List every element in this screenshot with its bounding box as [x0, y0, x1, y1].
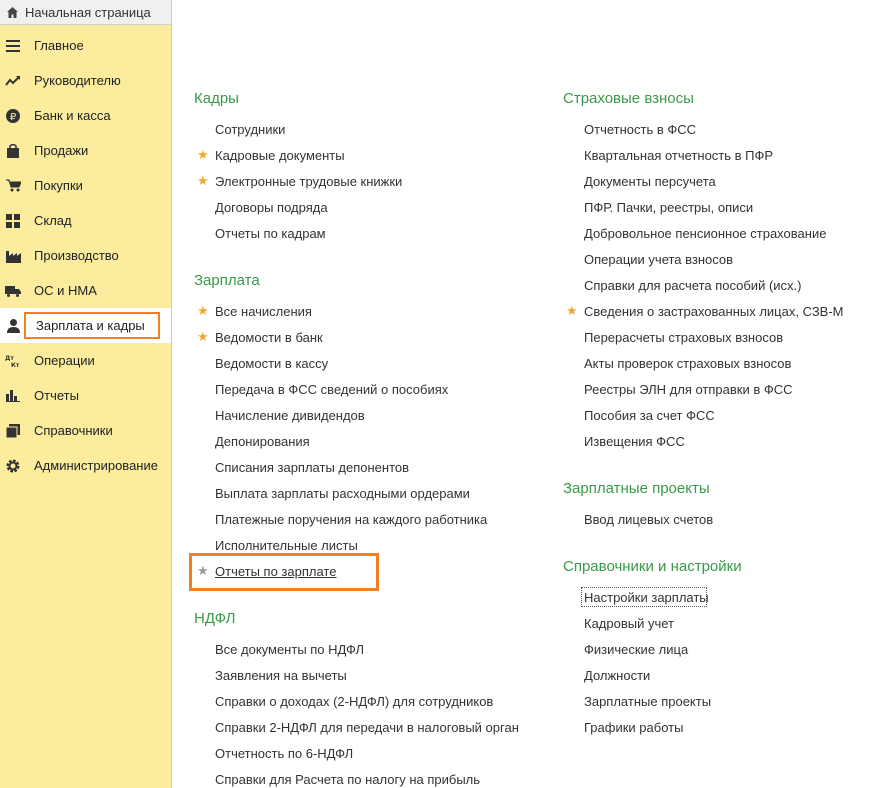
- link-spravki-nalog-pribyl[interactable]: Справки для Расчета по налогу на прибыль: [215, 772, 481, 787]
- link-dokumenty-persucheta[interactable]: Документы персучета: [584, 174, 716, 189]
- sidebar-item-spravochniki[interactable]: [0, 413, 171, 448]
- link-spisaniya-zarplaty[interactable]: Списания зарплаты депонентов: [215, 460, 410, 475]
- sidebar-item-zarplata-kadry[interactable]: [0, 308, 171, 343]
- link-platezhnye-porucheniya[interactable]: Платежные поручения на каждого работника: [215, 512, 488, 527]
- link-spravki-2ndfl-sotrudnikov[interactable]: Справки о доходах (2-НДФЛ) для сотрудников: [215, 694, 494, 709]
- link-vvod-litsevykh-schetov[interactable]: Ввод лицевых счетов: [584, 512, 714, 527]
- link-pereraschety[interactable]: Перерасчеты страховых взносов: [584, 330, 784, 345]
- sidebar-item-bank[interactable]: [0, 98, 171, 133]
- sidebar-item-rukovoditelyu[interactable]: [0, 63, 171, 98]
- sidebar-item-proizvodstvo[interactable]: [0, 238, 171, 273]
- sidebar-item-label: Администрирование: [34, 458, 158, 473]
- link-reestry-eln[interactable]: Реестры ЭЛН для отправки в ФСС: [584, 382, 793, 397]
- link-zarplatnye-proekty[interactable]: Зарплатные проекты: [584, 694, 712, 709]
- sidebar-item-label: Зарплата и кадры: [24, 312, 160, 339]
- sidebar-item-glavnoe[interactable]: [0, 28, 171, 63]
- link-elektronnye-trudovye[interactable]: Электронные трудовые книжки: [215, 174, 403, 189]
- link-dobrovolnoe-strakhovanie[interactable]: Добровольное пенсионное страхование: [584, 226, 827, 241]
- sidebar-item-label: Продажи: [34, 143, 89, 158]
- link-izvescheniya-fss[interactable]: Извещения ФСС: [584, 434, 685, 449]
- link-vedomosti-v-bank[interactable]: Ведомости в банк: [215, 330, 323, 345]
- factory-icon: [5, 248, 21, 264]
- sidebar-item-label: Главное: [34, 38, 84, 53]
- section-title-zarplata: Зарплата: [194, 272, 260, 289]
- debit-credit-icon: [5, 353, 21, 369]
- star-icon[interactable]: ★: [197, 329, 209, 344]
- sidebar-item-sklad[interactable]: [0, 203, 171, 238]
- sidebar-item-otchety[interactable]: [0, 378, 171, 413]
- section-title-proekty: Зарплатные проекты: [563, 480, 710, 497]
- star-icon[interactable]: ★: [197, 147, 209, 162]
- sidebar-item-operatsii[interactable]: [0, 343, 171, 378]
- section-title-strakhovye: Страховые взносы: [563, 90, 694, 107]
- link-posobiya-fss[interactable]: Пособия за счет ФСС: [584, 408, 715, 423]
- link-sotrudniki[interactable]: Сотрудники: [215, 122, 286, 137]
- link-zayavleniya-na-vychety[interactable]: Заявления на вычеты: [215, 668, 347, 683]
- link-kadrovye-dokumenty[interactable]: Кадровые документы: [215, 148, 345, 163]
- link-vedomosti-v-kassu[interactable]: Ведомости в кассу: [215, 356, 329, 371]
- link-nastroyki-zarplaty[interactable]: Настройки зарплаты: [584, 590, 709, 605]
- star-icon[interactable]: ★: [197, 563, 209, 578]
- link-kadrovy-uchet[interactable]: Кадровый учет: [584, 616, 674, 631]
- link-nachislenie-dividendov[interactable]: Начисление дивидендов: [215, 408, 365, 423]
- home-icon: [5, 5, 19, 19]
- menu-lines-icon: [5, 38, 21, 54]
- sidebar-item-prodazhi[interactable]: [0, 133, 171, 168]
- books-icon: [5, 423, 21, 439]
- link-operatsii-ucheta[interactable]: Операции учета взносов: [584, 252, 734, 267]
- link-akty-proverok[interactable]: Акты проверок страховых взносов: [584, 356, 792, 371]
- sidebar-item-label: Операции: [34, 353, 95, 368]
- sidebar-item-label: Руководителю: [34, 73, 121, 88]
- section-title-kadry: Кадры: [194, 90, 239, 107]
- warehouse-grid-icon: [5, 213, 21, 229]
- link-kvartalnaya-pfr[interactable]: Квартальная отчетность в ПФР: [584, 148, 774, 163]
- sidebar-item-administrirovanie[interactable]: [0, 448, 171, 483]
- bar-chart-icon: [5, 388, 21, 404]
- link-pfr-pachki[interactable]: ПФР. Пачки, реестры, описи: [584, 200, 754, 215]
- link-svedeniya-szv-m[interactable]: Сведения о застрахованных лицах, СЗВ-М: [584, 304, 844, 319]
- sidebar: [0, 0, 172, 788]
- link-vse-dokumenty-ndfl[interactable]: Все документы по НДФЛ: [215, 642, 365, 657]
- link-vse-nachisleniya[interactable]: Все начисления: [215, 304, 312, 319]
- sidebar-item-label: Производство: [34, 248, 119, 263]
- link-spravki-2ndfl-nalogovy[interactable]: Справки 2-НДФЛ для передачи в налоговый орган: [215, 720, 519, 735]
- svg-text:Дт: Дт: [5, 354, 14, 362]
- truck-icon: [5, 283, 21, 299]
- content-panel: [173, 0, 877, 788]
- link-deponirovaniya[interactable]: Депонирования: [215, 434, 310, 449]
- sidebar-item-os-nma[interactable]: [0, 273, 171, 308]
- sidebar-item-label: Склад: [34, 213, 72, 228]
- home-tab[interactable]: [0, 0, 171, 25]
- link-grafiki-raboty[interactable]: Графики работы: [584, 720, 684, 735]
- link-otchetnost-fss[interactable]: Отчетность в ФСС: [584, 122, 697, 137]
- person-icon: [5, 318, 21, 334]
- sidebar-item-label: Покупки: [34, 178, 83, 193]
- link-otchety-po-zarplate[interactable]: Отчеты по зарплате: [215, 564, 337, 579]
- ruble-coin-icon: [5, 108, 21, 124]
- cart-icon: [5, 178, 21, 194]
- link-dolzhnosti[interactable]: Должности: [584, 668, 651, 683]
- link-dogovory-podryada[interactable]: Договоры подряда: [215, 200, 328, 215]
- section-title-spravochniki: Справочники и настройки: [563, 558, 742, 575]
- link-otchety-po-kadram[interactable]: Отчеты по кадрам: [215, 226, 326, 241]
- svg-text:₽: ₽: [9, 111, 17, 123]
- star-icon[interactable]: ★: [566, 303, 578, 318]
- link-ispolnitelnye-listy[interactable]: Исполнительные листы: [215, 538, 358, 553]
- home-tab-label: Начальная страница: [25, 4, 151, 20]
- link-vyplata-zarplaty[interactable]: Выплата зарплаты расходными ордерами: [215, 486, 470, 501]
- sidebar-item-label: ОС и НМА: [34, 283, 97, 298]
- sidebar-item-label: Отчеты: [34, 388, 79, 403]
- link-spravki-posobiy[interactable]: Справки для расчета пособий (исх.): [584, 278, 802, 293]
- link-peredacha-v-fss[interactable]: Передача в ФСС сведений о пособиях: [215, 382, 449, 397]
- star-icon[interactable]: ★: [197, 303, 209, 318]
- star-icon[interactable]: ★: [197, 173, 209, 188]
- svg-text:Кт: Кт: [11, 361, 20, 368]
- sidebar-item-label: Банк и касса: [34, 108, 111, 123]
- section-title-ndfl: НДФЛ: [194, 610, 236, 627]
- sidebar-item-label: Справочники: [34, 423, 113, 438]
- link-otchetnost-6ndfl[interactable]: Отчетность по 6-НДФЛ: [215, 746, 354, 761]
- trend-chart-icon: [5, 73, 21, 89]
- link-fizicheskie-litsa[interactable]: Физические лица: [584, 642, 689, 657]
- shopping-bag-icon: [5, 143, 21, 159]
- gear-icon: [5, 458, 21, 474]
- sidebar-item-pokupki[interactable]: [0, 168, 171, 203]
